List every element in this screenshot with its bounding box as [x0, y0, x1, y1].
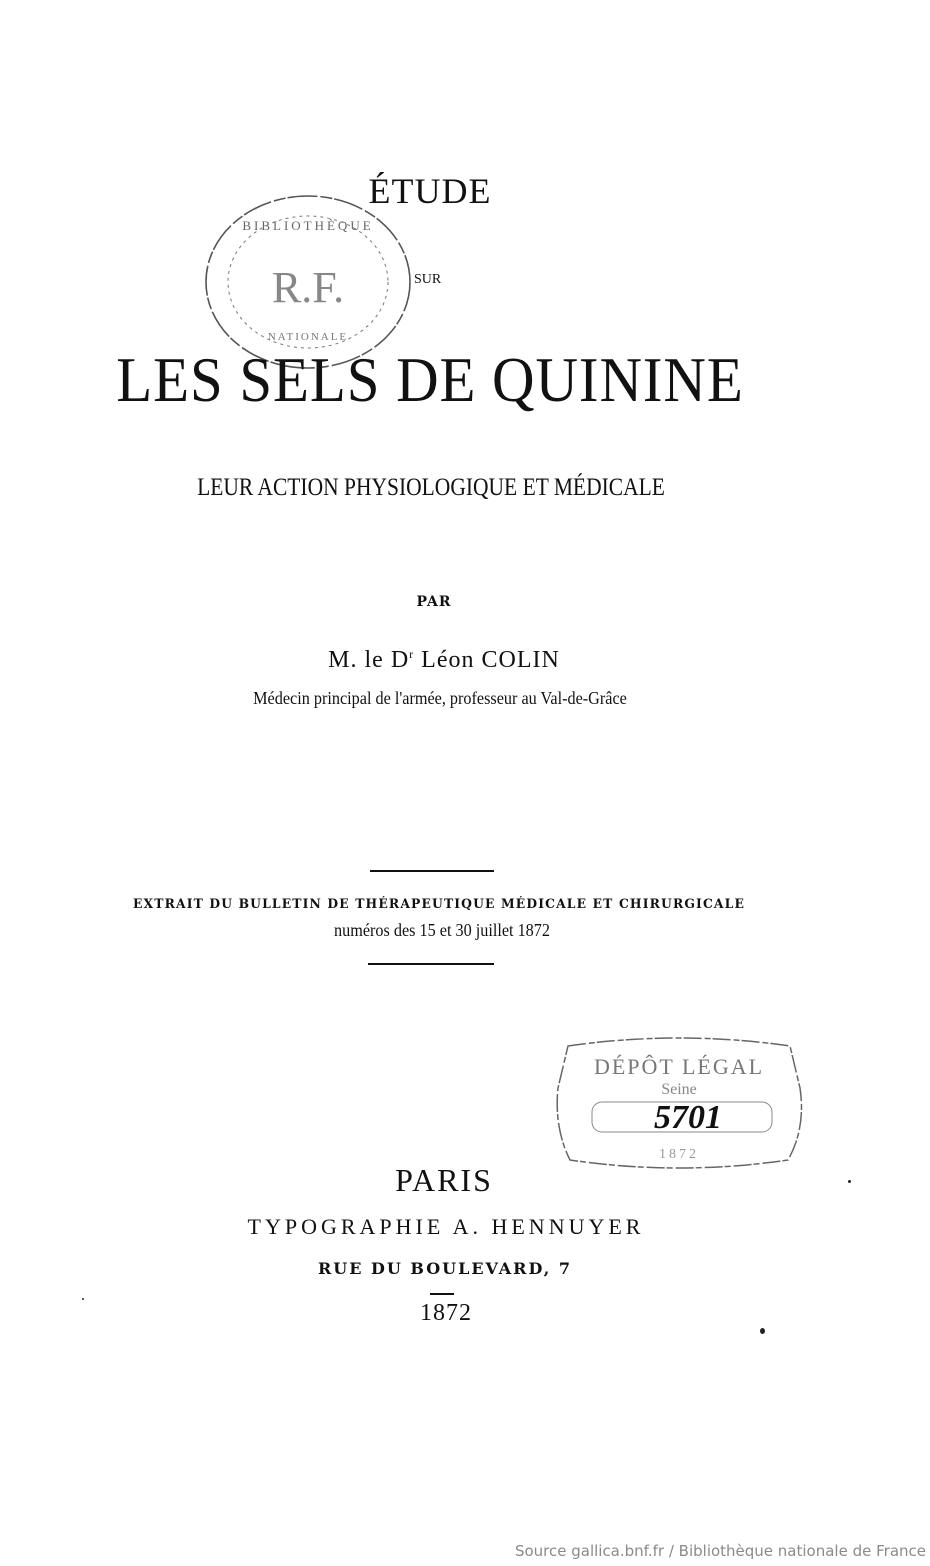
- title-etude: ÉTUDE: [368, 171, 492, 211]
- issue-numbers: numéros des 15 et 30 juillet 1872: [334, 920, 550, 940]
- divider-rule-top: [370, 870, 494, 872]
- source-attribution: Source gallica.bnf.fr / Bibliothèque nationale de France: [514, 1542, 926, 1560]
- by-label: PAR: [416, 594, 452, 610]
- publication-city: PARIS: [395, 1162, 493, 1198]
- ink-speck: [760, 1328, 765, 1334]
- main-title: LES SELS DE QUININE: [116, 344, 744, 415]
- publication-year: 1872: [420, 1300, 472, 1326]
- svg-text:5701: 5701: [654, 1099, 722, 1136]
- svg-text:R.F.: R.F.: [271, 263, 345, 312]
- author-title-sup: r: [409, 647, 415, 661]
- svg-text:DÉPÔT LÉGAL: DÉPÔT LÉGAL: [593, 1054, 765, 1079]
- author-affiliation: Médecin principal de l'armée, professeur au Val-de-Grâce: [253, 688, 627, 708]
- extract-note: EXTRAIT DU BULLETIN DE THÉRAPEUTIQUE MÉDICALE ET CHIRURGICALE: [132, 897, 746, 912]
- author-line: [0, 647, 888, 674]
- ink-speck: [848, 1180, 851, 1183]
- svg-text:NATIONALE: NATIONALE: [267, 331, 349, 343]
- svg-text:1872: 1872: [659, 1147, 699, 1162]
- year-rule: [430, 1293, 454, 1295]
- legal-deposit-stamp: [548, 1028, 810, 1178]
- divider-rule-bottom: [368, 963, 494, 965]
- ink-speck: [82, 1298, 84, 1300]
- subtitle: LEUR ACTION PHYSIOLOGIQUE ET MÉDICALE: [197, 474, 665, 501]
- author-name: Léon COLIN: [414, 647, 560, 673]
- printer-address: RUE DU BOULEVARD, 7: [317, 1259, 573, 1278]
- title-sur: SUR: [414, 272, 442, 287]
- svg-text:Seine: Seine: [661, 1081, 697, 1098]
- author-prefix: M. le D: [328, 647, 410, 673]
- printer-name: TYPOGRAPHIE A. HENNUYER: [247, 1214, 645, 1239]
- svg-text:BIBLIOTHÈQUE: BIBLIOTHÈQUE: [242, 218, 374, 233]
